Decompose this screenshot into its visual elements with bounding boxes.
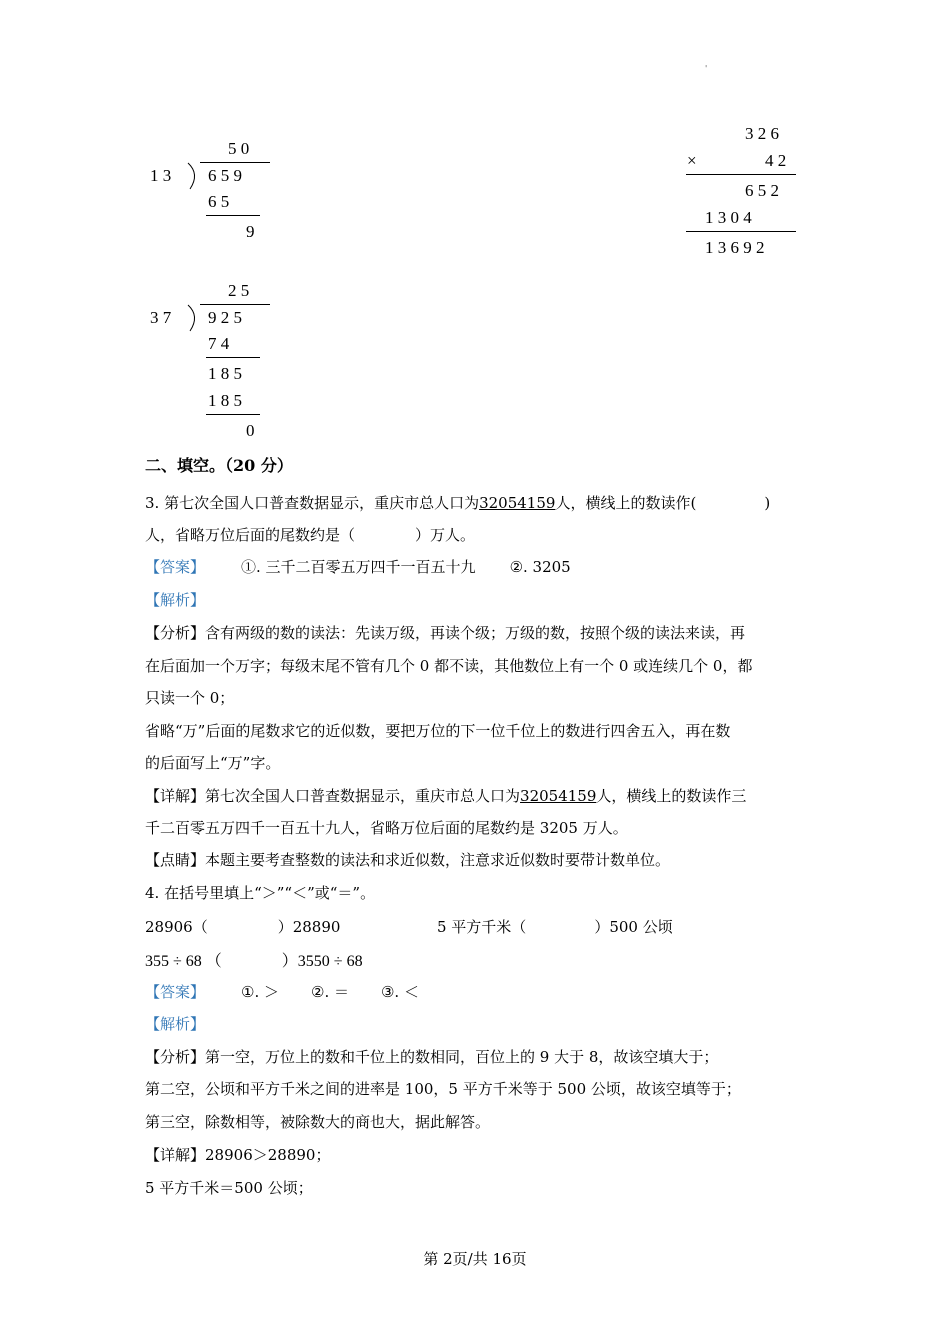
q3-line1-a: 3. 第七次全国人口普查数据显示，重庆市总人口为 bbox=[145, 494, 480, 512]
q4-fenxi-1 bbox=[145, 1047, 815, 1067]
q4-answer bbox=[145, 982, 815, 1002]
q3-fenxi-1 bbox=[145, 623, 815, 643]
q4-compare-1 bbox=[145, 916, 340, 937]
division1-divisor: 1 3 bbox=[150, 166, 172, 185]
q4-answer-2: ②. ＝ bbox=[311, 983, 349, 1001]
division2-divisor: 3 7 bbox=[150, 308, 172, 327]
section-title: 二、填空。（20 分） bbox=[145, 456, 293, 475]
q3-answer-2: ②. 3205 bbox=[509, 558, 571, 576]
q4-c1-left: 28906（ bbox=[145, 918, 208, 936]
q4-c3-left: 355 ÷ 68 （ bbox=[145, 953, 222, 970]
division1-bracket bbox=[186, 162, 202, 190]
division2-top-line bbox=[200, 304, 270, 305]
division1-quotient: 5 0 bbox=[228, 139, 250, 158]
division1-dividend: 6 5 9 bbox=[208, 166, 242, 185]
division2-subtrahend-1: 7 4 bbox=[208, 334, 230, 353]
q4-answer-3: ③. ＜ bbox=[380, 983, 419, 1001]
division1-top-line bbox=[200, 162, 270, 163]
q4-compare-3 bbox=[145, 948, 363, 971]
q3-xiangjie-1 bbox=[145, 786, 815, 806]
page-mark: ' bbox=[705, 64, 708, 73]
q4-compare-2 bbox=[437, 916, 673, 937]
q4-fenxi-text-1: 第一空，万位上的数和千位上的数相同，百位上的 9 大于 8，故该空填大于； bbox=[205, 1048, 719, 1066]
q3-line-2 bbox=[145, 525, 815, 545]
q3-population-number: 32054159 bbox=[479, 494, 556, 512]
division1-remainder: 9 bbox=[246, 222, 255, 241]
times-sign: × bbox=[687, 151, 697, 170]
division2-subtrahend-2: 1 8 5 bbox=[208, 391, 242, 410]
q3-line2-a: 人，省略万位后面的尾数约是（ bbox=[145, 526, 356, 544]
q3-answer-tag: 【答案】 bbox=[145, 558, 206, 576]
q3-dianjing-tag: 【点睛】 bbox=[145, 851, 206, 869]
final-product: 1 3 6 9 2 bbox=[705, 238, 765, 257]
division2-row-3: 1 8 5 bbox=[208, 364, 242, 383]
q3-xiangjie-text-1b: 人，横线上的数读作三 bbox=[596, 787, 747, 805]
q3-dianjing-text: 本题主要考查整数的读法和求近似数，注意求近似数时要带计数单位。 bbox=[205, 851, 671, 869]
division2-bracket bbox=[186, 304, 202, 332]
q4-fenxi-tag: 【分析】 bbox=[145, 1048, 206, 1066]
partial-product-1: 6 5 2 bbox=[745, 181, 779, 200]
q4-c2-right: ）500 公顷 bbox=[594, 918, 673, 936]
division2-dividend: 9 2 5 bbox=[208, 308, 242, 327]
q4-answer-1: ①. ＞ bbox=[241, 983, 279, 1001]
q3-answer bbox=[145, 557, 815, 577]
q4-title: 4. 在括号里填上“＞”“＜”或“＝”。 bbox=[145, 884, 376, 902]
division1-subtrahend: 6 5 bbox=[208, 192, 230, 211]
multiplicand: 3 2 6 bbox=[745, 124, 779, 143]
q4-c2-left: 5 平方千米（ bbox=[437, 918, 527, 936]
q3-line1-b: 人，横线上的数读作( bbox=[555, 494, 697, 512]
multiplier: 4 2 bbox=[765, 151, 787, 170]
q4-xiangjie-text-1: 28906＞28890； bbox=[205, 1146, 331, 1164]
q4-xiangjie-1 bbox=[145, 1145, 815, 1165]
q3-xiangjie-tag: 【详解】 bbox=[145, 787, 206, 805]
division2-remainder: 0 bbox=[246, 421, 255, 440]
q4-jiexi-tag: 【解析】 bbox=[145, 1015, 206, 1033]
q3-line-1 bbox=[145, 493, 815, 513]
page-footer: 第 2页/共 16页 bbox=[423, 1250, 527, 1268]
q3-jiexi-tag: 【解析】 bbox=[145, 591, 206, 609]
q3-xiangjie-text-1a: 第七次全国人口普查数据显示，重庆市总人口为 bbox=[205, 787, 521, 805]
q3-line2-b: ）万人。 bbox=[415, 526, 476, 544]
q3-dianjing bbox=[145, 850, 815, 870]
q4-c3-right: ）3550 ÷ 68 bbox=[281, 953, 363, 970]
division1-sub-line bbox=[206, 215, 260, 216]
q4-answer-tag: 【答案】 bbox=[145, 983, 206, 1001]
q3-fenxi-4: 省略“万”后面的尾数求它的近似数，要把万位的下一位千位上的数进行四舍五入，再在数 bbox=[145, 722, 731, 740]
multiplication-line-2 bbox=[686, 231, 796, 232]
q3-line1-c: ) bbox=[764, 494, 771, 512]
multiplication-line-1 bbox=[686, 174, 796, 175]
division2-sub-line-2 bbox=[206, 414, 260, 415]
q3-fenxi-5: 的后面写上“万”字。 bbox=[145, 754, 281, 772]
q3-xiangjie-2: 千二百零五万四千一百五十九人，省略万位后面的尾数约是 3205 万人。 bbox=[145, 819, 628, 837]
partial-product-2: 1 3 0 4 bbox=[705, 208, 752, 227]
q3-fenxi-tag: 【分析】 bbox=[145, 624, 206, 642]
division2-sub-line-1 bbox=[206, 357, 260, 358]
q3-xiangjie-number: 32054159 bbox=[520, 787, 597, 805]
q4-xiangjie-2: 5 平方千米＝500 公顷； bbox=[145, 1179, 313, 1197]
q4-fenxi-2: 第二空，公顷和平方千米之间的进率是 100，5 平方千米等于 500 公顷，故该空填等于； bbox=[145, 1080, 741, 1098]
q3-fenxi-3: 只读一个 0； bbox=[145, 689, 235, 707]
q4-c1-right: ）28890 bbox=[277, 918, 341, 936]
q3-answer-1: ①. 三千二百零五万四千一百五十九 bbox=[241, 558, 476, 576]
q4-xiangjie-tag: 【详解】 bbox=[145, 1146, 206, 1164]
division2-quotient: 2 5 bbox=[228, 281, 250, 300]
q3-fenxi-2: 在后面加一个万字；每级末尾不管有几个 0 都不读，其他数位上有一个 0 或连续几个 0，都 bbox=[145, 657, 753, 675]
q3-fenxi-text-1: 含有两级的数的读法：先读万级，再读个级；万级的数，按照个级的读法来读，再 bbox=[205, 624, 746, 642]
q4-fenxi-3: 第三空，除数相等，被除数大的商也大，据此解答。 bbox=[145, 1113, 491, 1131]
